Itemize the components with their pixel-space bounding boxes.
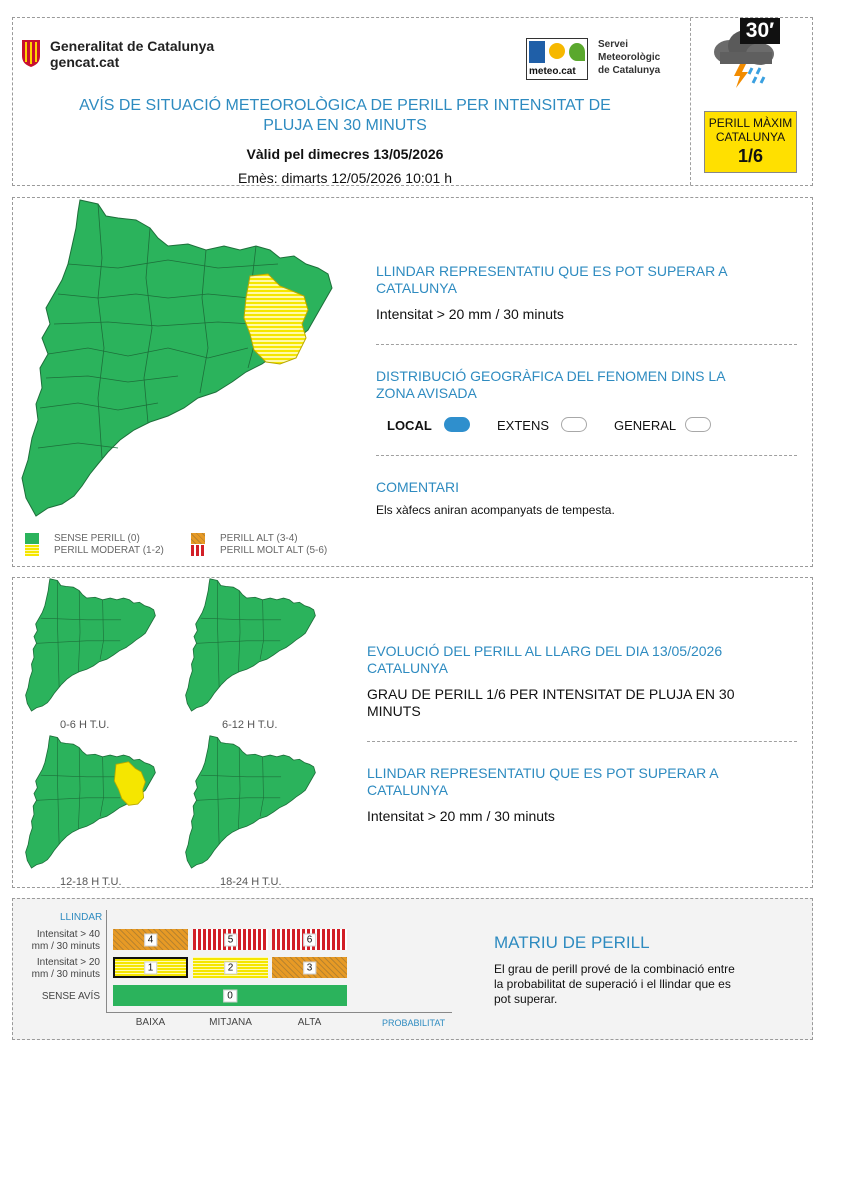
matrix-probabilitat-label: PROBABILITAT <box>382 1018 446 1028</box>
comment-title: COMENTARI <box>376 479 459 495</box>
matrix-col-alta: ALTA <box>297 1017 322 1028</box>
smc-name-line3: de Catalunya <box>598 65 661 76</box>
issued-date: Emès: dimarts 12/05/2026 10:01 h <box>237 170 453 186</box>
matrix-row-high-line1: Intensitat > 40 <box>36 929 100 940</box>
period-label-18-24: 18-24 H T.U. <box>220 876 282 888</box>
gencat-url: gencat.cat <box>50 54 120 70</box>
distribution-option-extens-label: EXTENS <box>497 418 550 433</box>
time-window-badge: 30′ <box>740 18 780 44</box>
period-map-12-18 <box>18 735 168 871</box>
legend-high-label: PERILL ALT (3-4) <box>220 533 298 544</box>
period-label-12-18: 12-18 H T.U. <box>60 876 122 888</box>
matrix-cell-4-label: 4 <box>144 933 158 946</box>
matrix-title: MATRIU DE PERILL <box>494 933 650 952</box>
map-separator-1 <box>376 344 797 345</box>
matrix-cell-1-label: 1 <box>144 961 158 974</box>
matrix-row-high-label <box>16 929 100 953</box>
legend-none-label: SENSE PERILL (0) <box>54 533 140 544</box>
threshold-title-line1: LLINDAR REPRESENTATIU QUE ES POT SUPERAR A <box>376 263 728 279</box>
matrix-row-mid-line2: mm / 30 minuts <box>31 969 100 980</box>
period-label-6-12: 6-12 H T.U. <box>222 719 278 731</box>
evolution-separator <box>367 741 797 742</box>
smc-name-line2: Meteorològic <box>598 52 661 63</box>
distribution-option-general-label: GENERAL <box>614 418 677 433</box>
matrix-text-line2: la probabilitat de superació i el llindar que es <box>494 977 731 991</box>
legend-none-swatch <box>25 533 39 544</box>
matrix-cell-2 <box>193 957 268 978</box>
distribution-toggle-extens[interactable] <box>561 417 587 432</box>
matrix-cell-4 <box>113 929 188 950</box>
smc-logo[interactable] <box>526 38 676 80</box>
matrix-row-mid-label <box>16 957 100 981</box>
comment-text: Els xàfecs aniran acompanyats de tempesta. <box>376 503 615 517</box>
evolution-grade-line2: MINUTS <box>367 703 421 719</box>
evolution-title-line1: EVOLUCIÓ DEL PERILL AL LLARG DEL DIA 13/05/2026 <box>367 643 723 659</box>
matrix-y-axis <box>106 910 107 1012</box>
leaf-icon <box>569 43 585 61</box>
matrix-text-line1: El grau de perill prové de la combinació entre <box>494 962 735 976</box>
evolution-title-line2: CATALUNYA <box>367 660 448 676</box>
period-map-18-24 <box>178 735 328 871</box>
legend-high-swatch <box>191 533 205 544</box>
matrix-col-baixa: BAIXA <box>135 1017 166 1028</box>
matrix-col-mitjana: MITJANA <box>209 1017 252 1028</box>
matrix-cell-1 <box>113 957 188 978</box>
matrix-cell-0-label: 0 <box>223 989 237 1002</box>
matrix-cell-5-label: 5 <box>224 933 238 946</box>
distribution-toggle-local[interactable] <box>444 417 470 432</box>
threshold-value: Intensitat > 20 mm / 30 minuts <box>376 306 564 322</box>
evolution-threshold-title-line1: LLINDAR REPRESENTATIU QUE ES POT SUPERAR A <box>367 765 719 781</box>
smc-name-line1: Servei <box>598 39 629 50</box>
gencat-emblem-icon <box>20 38 42 68</box>
matrix-x-axis <box>106 1012 452 1013</box>
matrix-cell-6 <box>272 929 347 950</box>
distribution-option-local-label: LOCAL <box>387 418 432 433</box>
evolution-threshold-value: Intensitat > 20 mm / 30 minuts <box>367 808 555 824</box>
period-map-0-6 <box>18 578 168 714</box>
matrix-cell-2-label: 2 <box>224 961 238 974</box>
matrix-row-mid-line1: Intensitat > 20 <box>36 957 100 968</box>
legend-moderate-label: PERILL MODERAT (1-2) <box>54 545 164 556</box>
evolution-grade-line1: GRAU DE PERILL 1/6 PER INTENSITAT DE PLUJA EN 30 <box>367 686 735 702</box>
threshold-title-line2: CATALUNYA <box>376 280 457 296</box>
map-separator-2 <box>376 455 797 456</box>
legend-moderate-swatch <box>25 545 39 556</box>
gencat-name: Generalitat de Catalunya <box>50 38 215 54</box>
max-danger-label-line1: PERILL MÀXIM <box>708 116 793 130</box>
max-danger-label-line2: CATALUNYA <box>715 130 786 144</box>
valid-date: Vàlid pel dimecres 13/05/2026 <box>246 146 444 162</box>
distribution-title-line1: DISTRIBUCIÓ GEOGRÀFICA DEL FENOMEN DINS LA <box>376 368 726 384</box>
matrix-text-line3: pot superar. <box>494 992 558 1006</box>
gencat-logo[interactable] <box>20 38 230 70</box>
max-danger-badge <box>704 111 797 173</box>
warning-title-line2: PLUJA EN 30 MINUTS <box>263 117 427 134</box>
matrix-row-high-line2: mm / 30 minuts <box>31 941 100 952</box>
matrix-cell-5 <box>193 929 268 950</box>
matrix-row-none-label: SENSE AVÍS <box>41 991 100 1002</box>
meteo-logo-blue-block <box>529 41 545 63</box>
matrix-cell-3-label: 3 <box>303 961 317 974</box>
catalonia-main-map <box>18 198 348 523</box>
matrix-llindar-label: LLINDAR <box>60 912 103 923</box>
matrix-cell-0 <box>113 985 347 1006</box>
legend-very-high-label: PERILL MOLT ALT (5-6) <box>220 545 328 556</box>
distribution-toggle-general[interactable] <box>685 417 711 432</box>
distribution-title-line2: ZONA AVISADA <box>376 385 477 401</box>
matrix-cell-3 <box>272 957 347 978</box>
sun-icon <box>549 43 565 59</box>
max-danger-value: 1/6 <box>737 146 764 166</box>
header-vertical-separator <box>690 18 691 185</box>
legend-very-high-swatch <box>191 545 205 556</box>
matrix-cell-6-label: 6 <box>303 933 317 946</box>
period-map-6-12 <box>178 578 328 714</box>
warning-title-line1: AVÍS DE SITUACIÓ METEOROLÒGICA DE PERILL PER INTENSITAT DE <box>79 97 611 114</box>
period-label-0-6: 0-6 H T.U. <box>60 719 110 731</box>
meteo-cat-logo-box <box>526 38 588 80</box>
meteo-cat-text: meteo.cat <box>529 66 576 77</box>
evolution-threshold-title-line2: CATALUNYA <box>367 782 448 798</box>
